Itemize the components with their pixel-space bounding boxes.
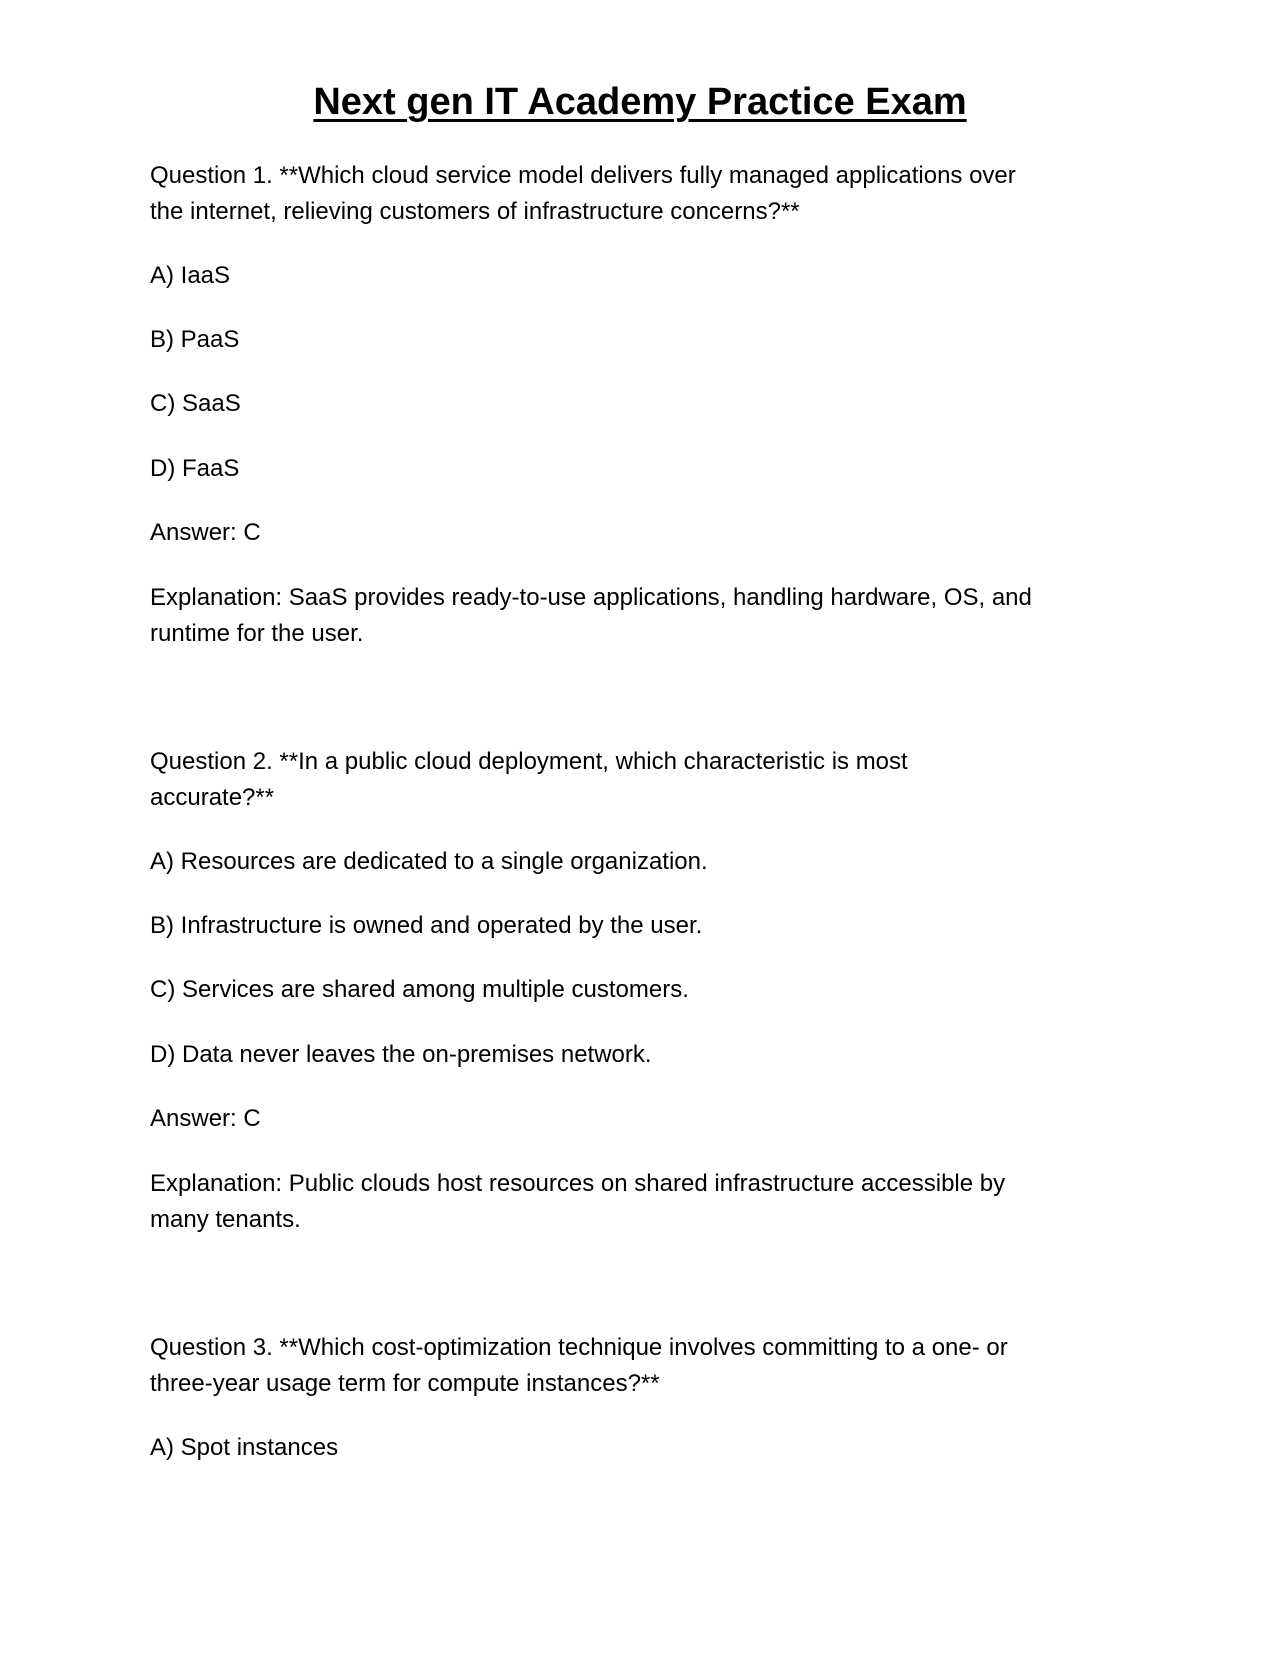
document-title <box>0 78 1280 126</box>
question-1-text-line-2: the internet, relieving customers of infrastructure concerns?** <box>150 198 800 225</box>
question-1-option-d: D) FaaS <box>150 455 240 482</box>
question-3-text-line-2: three-year usage term for compute instances?** <box>150 1370 660 1397</box>
question-2-option-d: D) Data never leaves the on-premises network. <box>150 1041 652 1068</box>
question-1-option-c: C) SaaS <box>150 390 241 417</box>
question-2-text-line-1: Question 2. **In a public cloud deployment, which characteristic is most <box>150 748 908 775</box>
question-2-option-b: B) Infrastructure is owned and operated by the user. <box>150 912 703 939</box>
question-2-answer: Answer: C <box>150 1105 261 1132</box>
question-2-option-a: A) Resources are dedicated to a single organization. <box>150 848 708 875</box>
question-3-text-line-1: Question 3. **Which cost-optimization technique involves committing to a one- or <box>150 1334 1008 1361</box>
question-2-text-line-2: accurate?** <box>150 784 275 811</box>
question-1-explanation-line-1: Explanation: SaaS provides ready-to-use applications, handling hardware, OS, and <box>150 584 1032 611</box>
document-title-text: Next gen IT Academy Practice Exam <box>313 81 967 123</box>
question-2-option-c: C) Services are shared among multiple customers. <box>150 976 689 1003</box>
question-3-option-a: A) Spot instances <box>150 1434 339 1461</box>
question-2-explanation-line-2: many tenants. <box>150 1206 301 1233</box>
question-2-explanation-line-1: Explanation: Public clouds host resources on shared infrastructure accessible by <box>150 1170 1006 1197</box>
question-1-text-line-1: Question 1. **Which cloud service model delivers fully managed applications over <box>150 162 1016 189</box>
question-1-option-b: B) PaaS <box>150 326 240 353</box>
question-1-answer: Answer: C <box>150 519 261 546</box>
question-1-option-a: A) IaaS <box>150 262 231 289</box>
question-1-explanation-line-2: runtime for the user. <box>150 620 364 647</box>
